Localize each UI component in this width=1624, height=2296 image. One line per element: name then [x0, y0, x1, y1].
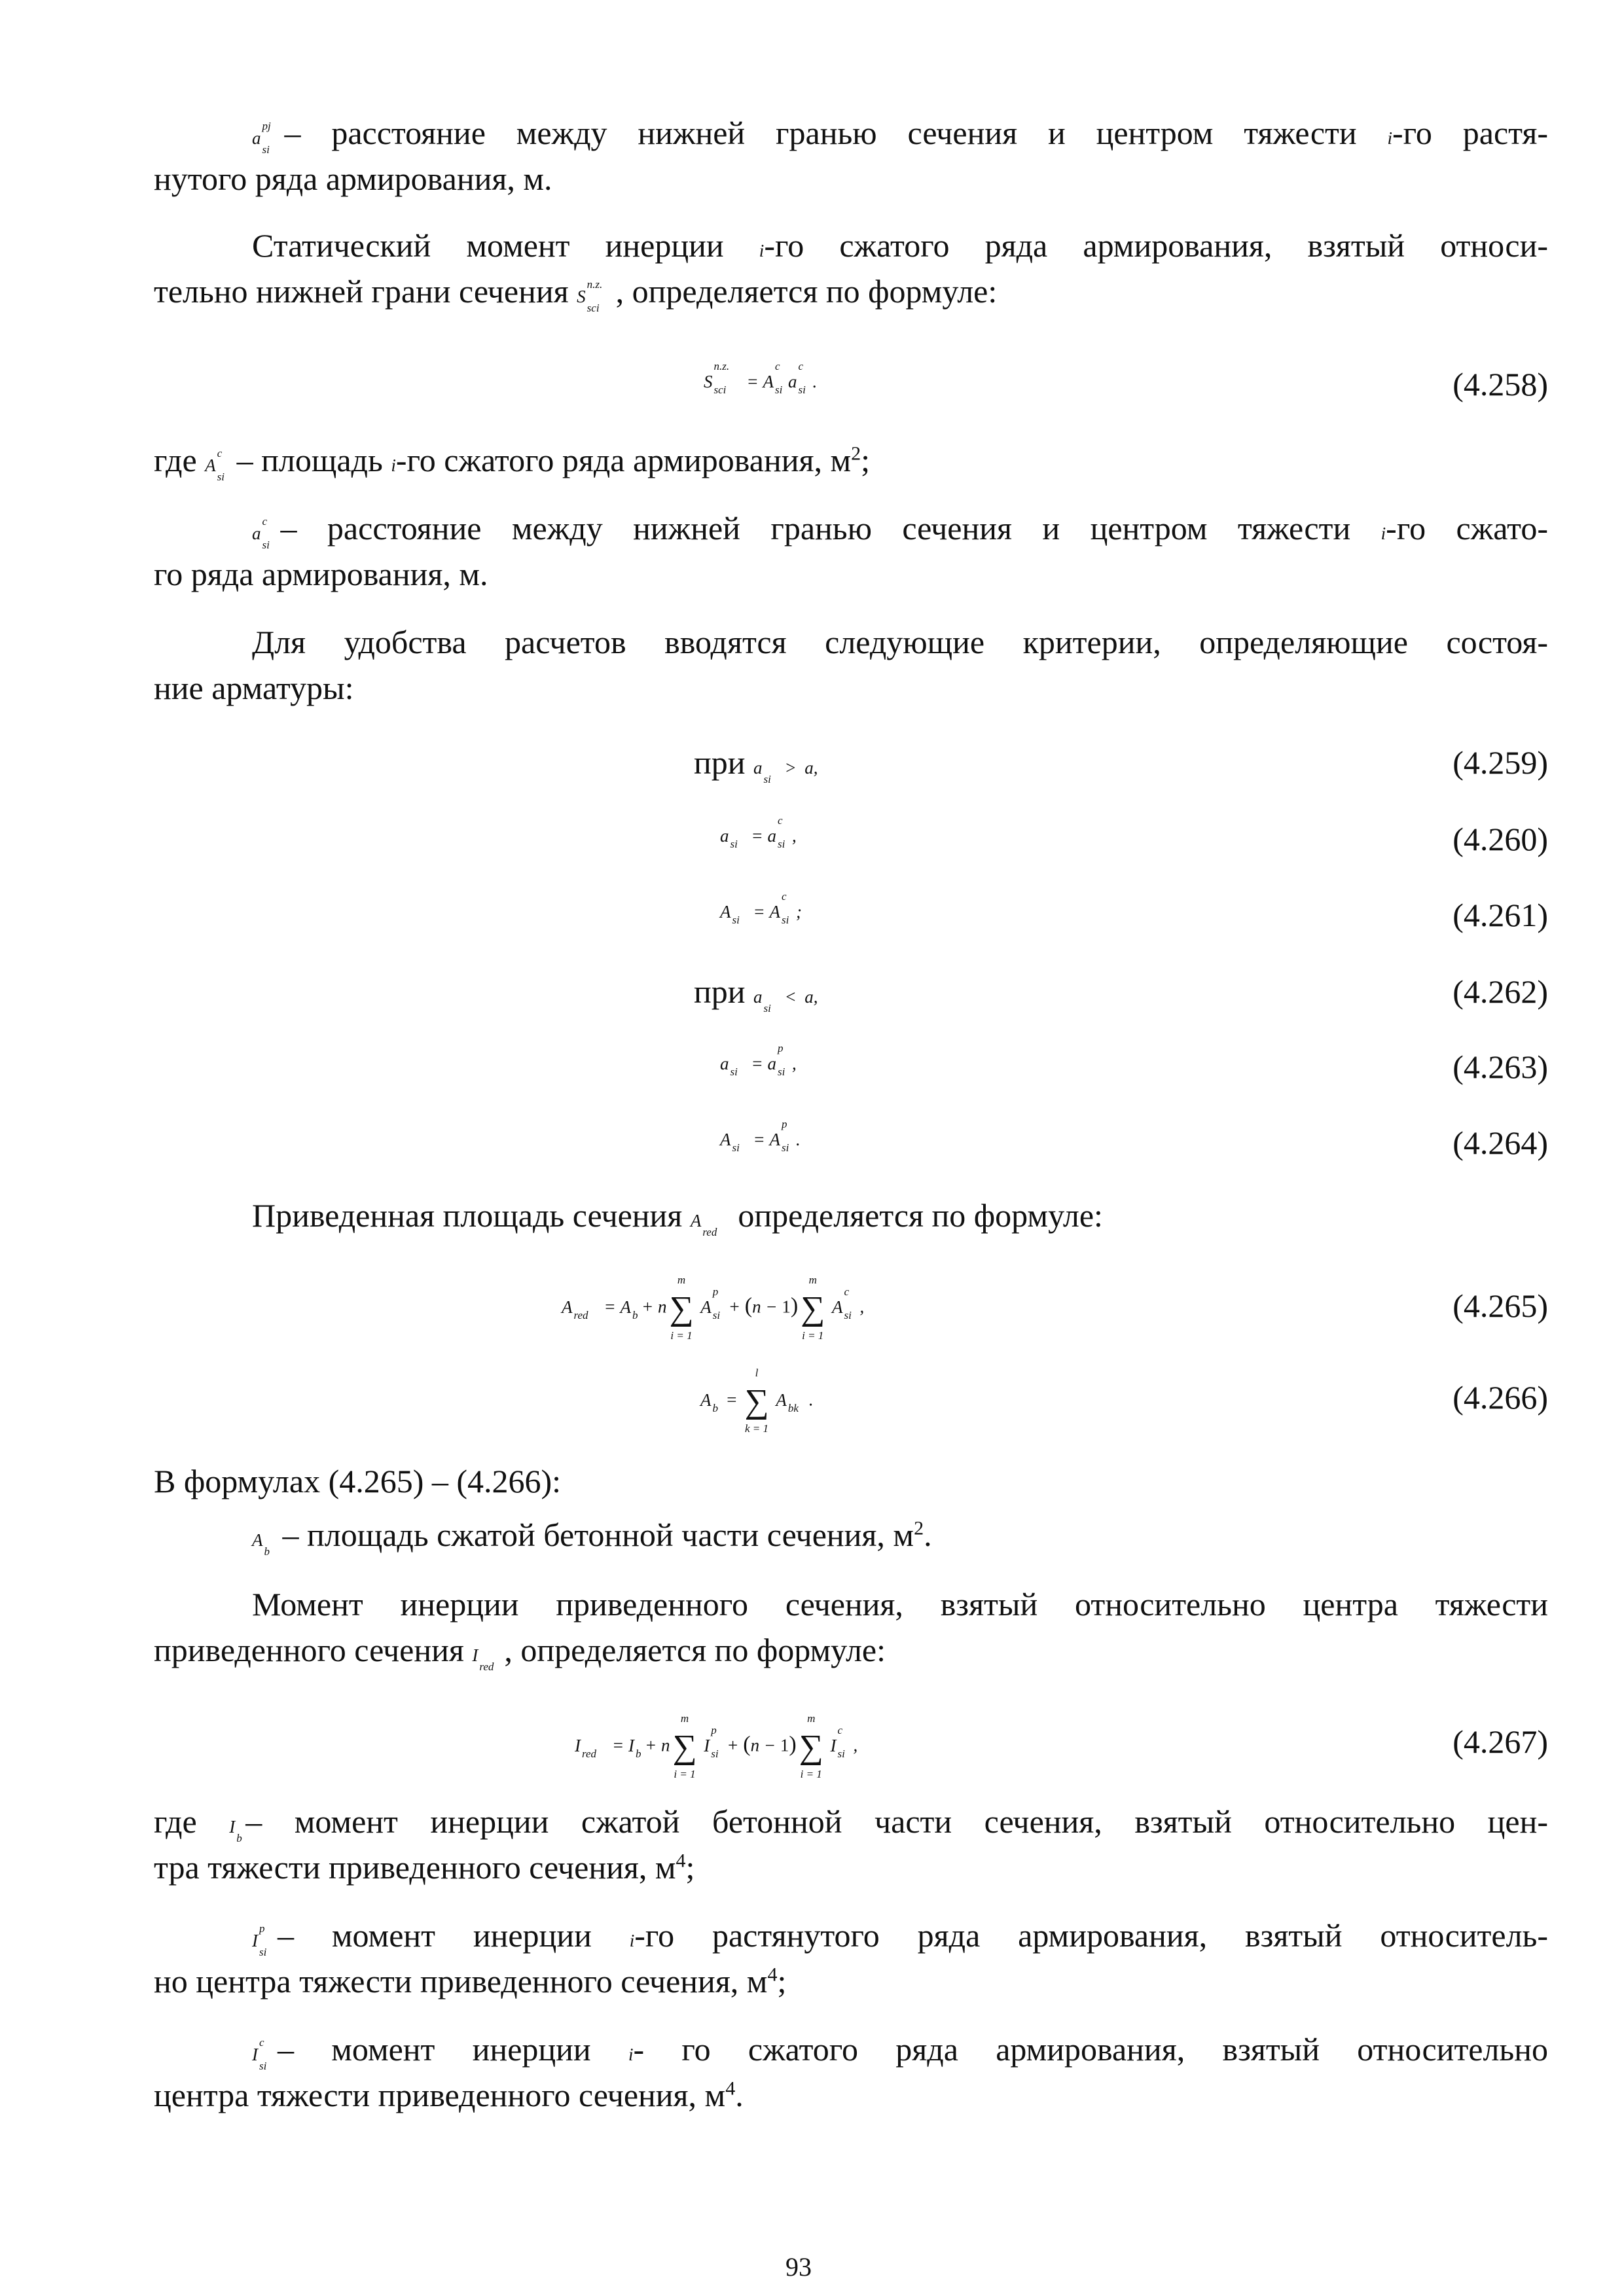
paragraph-line: В формулах (4.265) – (4.266): — [154, 1463, 562, 1499]
paragraph-line: тельно нижней грани сечения S n.z. sci , определяется по формуле: — [154, 268, 997, 319]
paragraph-line: A b – площадь сжатой бетонной части сечения, $м^2$. — [252, 1516, 932, 1558]
equation-number: (4.265) — [1453, 1287, 1548, 1324]
equation-4267: I red = I b + n m ∑ i = 1 I p si + (n − 1) m ∑ i = 1 I c si , — [575, 1712, 858, 1780]
paragraph-line: го ряда армирования, м. — [154, 556, 488, 592]
paragraph-line: приведенного сечения I red , определяется по формуле: — [154, 1632, 886, 1673]
math-a-si-pj: a pj si — [252, 120, 271, 156]
paragraph-line: Момент инерции приведенного сечения, взятый относительно центра тяжести — [252, 1586, 1548, 1623]
paragraph-line: Приведенная площадь сечения A red определяется по формуле: — [252, 1197, 1103, 1238]
equation-number: (4.267) — [1453, 1723, 1548, 1760]
equation-number: (4.263) — [1453, 1049, 1548, 1085]
math-S-sci: S n.z. sci — [577, 278, 603, 314]
equation-number: (4.259) — [1453, 744, 1548, 781]
equation-number: (4.262) — [1453, 973, 1548, 1010]
paragraph-line: нутого ряда армирования, м. — [154, 160, 552, 197]
paragraph-line: тра тяжести приведенного сечения, $м^4$; — [154, 1849, 695, 1886]
paragraph-line: но центра тяжести приведенного сечения, $м^4$; — [154, 1963, 787, 2000]
paragraph-line: где I b – момент инерции сжатой бетонной части сечения, взятый относительно цен- — [154, 1803, 1549, 1844]
equation-number: (4.260) — [1453, 821, 1548, 857]
paragraph-line: ние арматуры: — [154, 670, 354, 706]
equation-4262: при a si < a, — [694, 973, 818, 1014]
equation-4263: a si = a p si , — [720, 1042, 797, 1078]
paragraph-line: I p si – момент инерции i-го растянутого ряда армирования, взятый относитель- — [252, 1917, 1548, 1958]
equation-4261: A si = A c si ; — [720, 890, 802, 926]
paragraph-line: Статический момент инерции i-го сжатого ряда армирования, взятый относи- — [252, 227, 1549, 264]
paragraph-line: a pj si – расстояние между нижней гранью сечения и центром тяжести i-го растя- — [154, 110, 1548, 161]
paragraph-line: Для удобства расчетов вводятся следующие критерии, определяющие состоя- — [252, 624, 1548, 660]
paragraph-line: центра тяжести приведенного сечения, $м^4$. — [154, 2077, 744, 2113]
equation-4258: S n.z. sci = A c si a c si . — [704, 360, 818, 396]
paragraph-line: I c si – момент инерции i- го сжатого ряда армирования, взятый относительно — [252, 2031, 1548, 2072]
equation-4266: A b = l ∑ k = 1 A bk . — [700, 1367, 814, 1435]
equation-number: (4.261) — [1453, 897, 1548, 933]
equation-4259: при a si > a, — [694, 744, 818, 785]
paragraph-line: где A c si – площадь i-го сжатого ряда армирования, $м^2$; — [154, 442, 870, 483]
equation-number: (4.266) — [1453, 1379, 1548, 1416]
equation-4264: A si = A p si . — [720, 1118, 801, 1154]
equation-number: (4.258) — [1453, 366, 1548, 403]
equation-4265: A red = A b + n m ∑ i = 1 A p si + (n − 1) m ∑ i = 1 A c si , — [562, 1274, 865, 1342]
page-number: 93 — [785, 2252, 812, 2282]
equation-4260: a si = a c si , — [720, 814, 797, 850]
equation-number: (4.264) — [1453, 1124, 1548, 1161]
paragraph-line: a c si – расстояние между нижней гранью сечения и центром тяжести i-го сжато- — [252, 510, 1548, 551]
